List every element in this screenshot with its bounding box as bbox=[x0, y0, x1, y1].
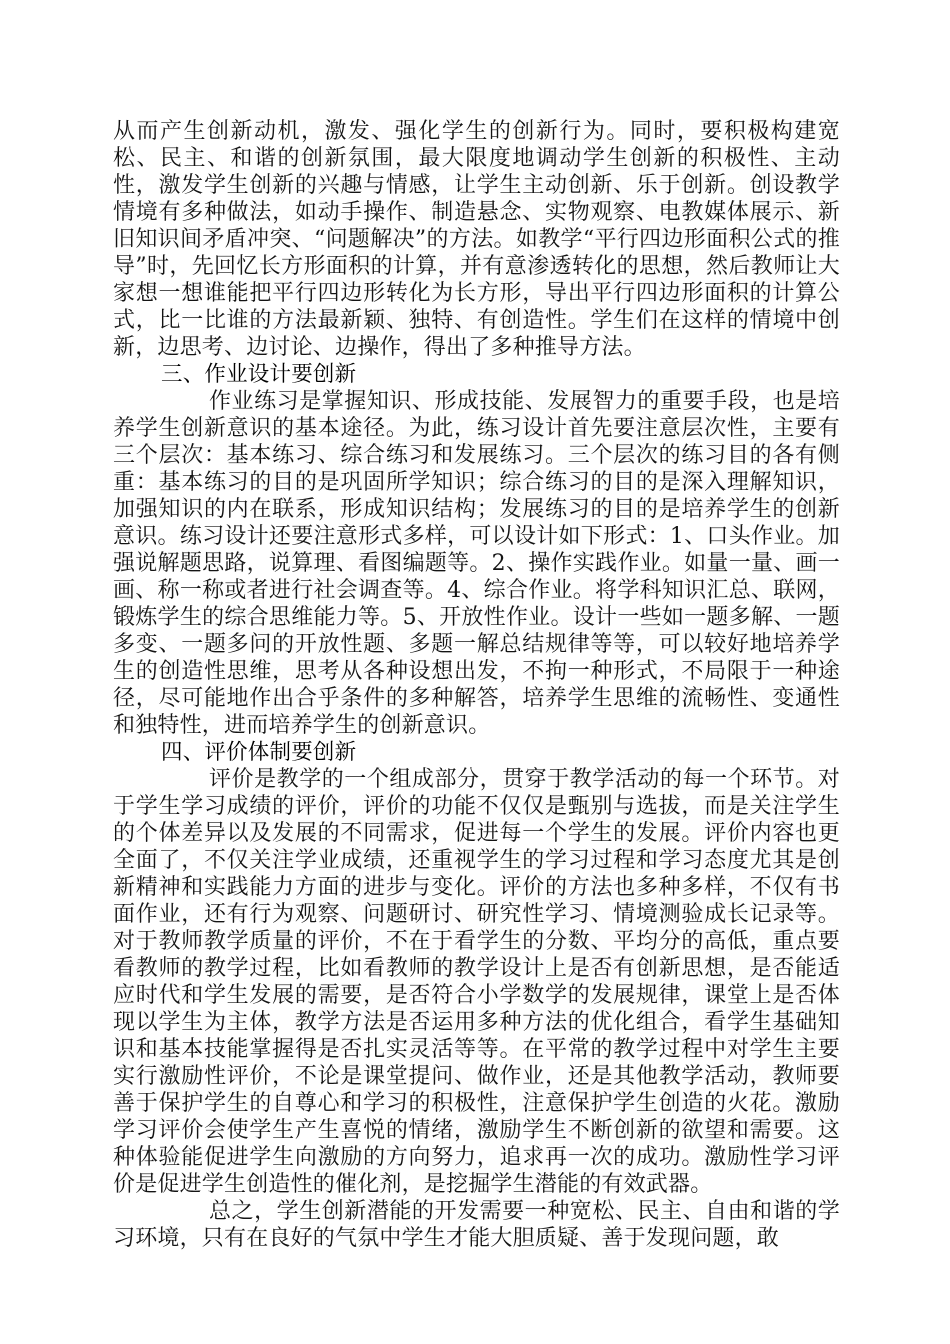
paragraph-evaluation: 评价是教学的一个组成部分，贯穿于教学活动的每一个环节。对于学生学习成绩的评价，评价的功能不仅仅是甄别与选拔，而是关注学生的个体差异以及发展的不同需求，促进每一个学生的发展。评价内容也更全面了，不仅关注学业成绩，还重视学生的学习过程和学习态度尤其是创新精神和实践能力方面的进步与变化。评价的方法也多种多样，不仅有书面作业，还有行为观察、问题研讨、研究性学习、情境测验成长记录等。对于教师教学质量的评价，不在于看学生的分数、平均分的高低，重点要看教师的教学过程，比如看教师的教学设计上是否有创新思想，是否能适应时代和学生发展的需要，是否符合小学数学的发展规律，课堂上是否体现以学生为主体，教学方法是否运用多种方法的优化组合，看学生基础知识和基本技能掌握得是否扎实灵活等等。在平常的教学过程中对学生主要实行激励性评价，不论是课堂提问、做作业，还是其他教学活动，教师要善于保护学生的自尊心和学习的积极性，注意保护学生创造的火花。激励学习评价会使学生产生喜悦的情绪，激励学生不断创新的欲望和需要。这种体验能促进学生向激励的方向努力，追求再一次的成功。激励性学习评价是促进学生创造性的催化剂，是挖掘学生潜能的有效武器。 bbox=[113, 767, 840, 1197]
document-page bbox=[113, 118, 840, 1252]
paragraph-creative-situation: 从而产生创新动机，激发、强化学生的创新行为。同时，要积极构建宽松、民主、和谐的创新氛围，最大限度地调动学生创新的积极性、主动性，激发学生创新的兴趣与情感，让学生主动创新、乐于创新。创设教学情境有多种做法，如动手操作、制造悬念、实物观察、电教媒体展示、新旧知识间矛盾冲突、“问题解决”的方法。如教学“平行四边形面积公式的推导”时，先回忆长方形面积的计算，并有意渗透转化的思想，然后教师让大家想一想谁能把平行四边形转化为长方形，导出平行四边形面积的计算公式，比一比谁的方法最新颖、独特、有创造性。学生们在这样的情境中创新，边思考、边讨论、边操作，得出了多种推导方法。 bbox=[113, 119, 840, 360]
section-heading-homework: 三、作业设计要创新 bbox=[161, 362, 357, 387]
section-heading-evaluation: 四、评价体制要创新 bbox=[161, 740, 357, 765]
paragraph-homework-design: 作业练习是掌握知识、形成技能、发展智力的重要手段，也是培养学生创新意识的基本途径。为此，练习设计首先要注意层次性，主要有三个层次：基本练习、综合练习和发展练习。三个层次的练习目的各有侧重：基本练习的目的是巩固所学知识；综合练习的目的是深入理解知识，加强知识的内在联系，形成知识结构；发展练习的目的是培养学生的创新意识。练习设计还要注意形式多样，可以设计如下形式：1、口头作业。加强说解题思路，说算理、看图编题等。2、操作实践作业。如量一量、画一画、称一称或者进行社会调查等。4、综合作业。将学科知识汇总、联网，锻炼学生的综合思维能力等。5、开放性作业。设计一些如一题多解、一题多变、一题多问的开放性题、多题一解总结规律等等，可以较好地培养学生的创造性思维，思考从各种设想出发，不拘一种形式，不局限于一种途径，尽可能地作出合乎条件的多种解答，培养学生思维的流畅性、变通性和独特性，进而培养学生的创新意识。 bbox=[113, 389, 840, 738]
paragraph-conclusion: 总之，学生创新潜能的开发需要一种宽松、民主、自由和谐的学习环境，只有在良好的气氛中学生才能大胆质疑、善于发现问题，敢 bbox=[113, 1199, 840, 1251]
